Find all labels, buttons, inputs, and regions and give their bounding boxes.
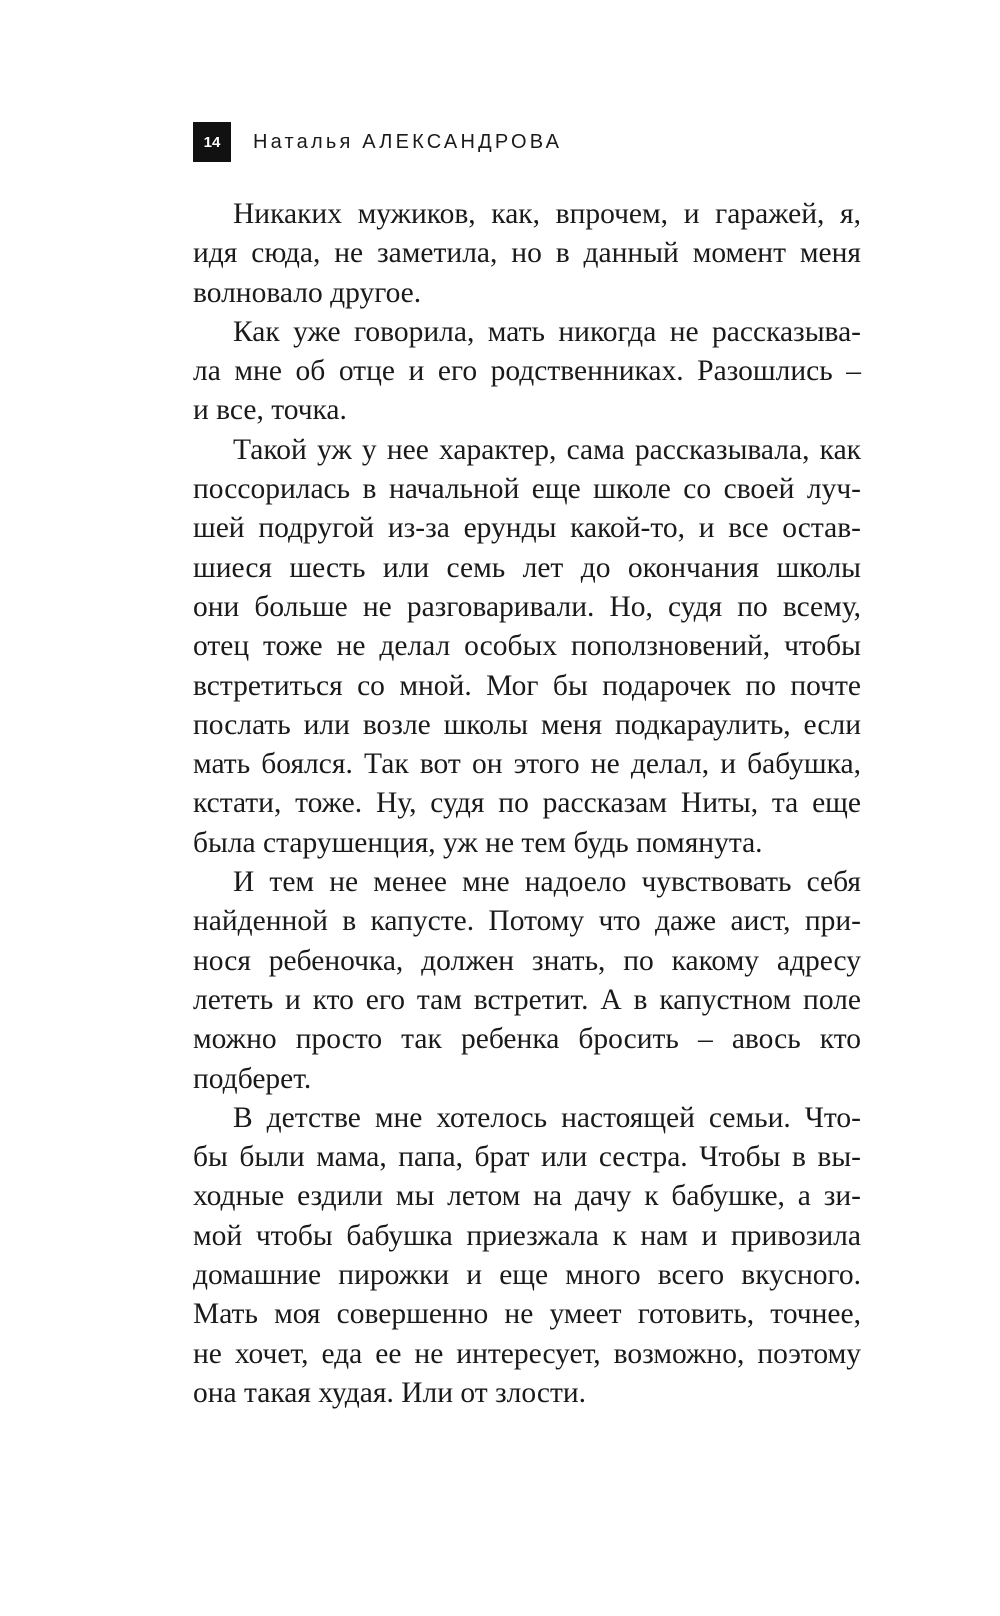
text-line: встретиться со мной. Мог бы подарочек по почте	[193, 669, 861, 702]
text-line: В детстве мне хотелось настоящей семьи. Что-	[233, 1101, 861, 1134]
text-line: нося ребеночка, должен знать, по какому адресу	[193, 944, 861, 977]
text-line: Такой уж у нее характер, сама рассказывала, как	[233, 433, 861, 466]
text-line: не хочет, еда ее не интересует, возможно, поэтому	[193, 1337, 861, 1370]
text-line: лететь и кто его там встретит. А в капустном поле	[193, 983, 861, 1016]
text-line: и все, точка.	[193, 394, 347, 427]
text-line: мой чтобы бабушка приезжала к нам и привозила	[193, 1219, 861, 1252]
text-line: она такая худая. Или от злости.	[193, 1376, 587, 1409]
text-line: отец тоже не делал особых поползновений, чтобы	[193, 630, 861, 663]
text-line: Мать моя совершенно не умеет готовить, точнее,	[193, 1298, 861, 1331]
page-number: 14	[193, 122, 231, 162]
text-line: ходные ездили мы летом на дачу к бабушке, а зи-	[193, 1180, 861, 1213]
text-line: мать боялся. Так вот он этого не делал, и бабушка,	[193, 748, 861, 781]
text-line: И тем не менее мне надоело чувствовать себя	[233, 866, 861, 899]
text-line: была старушенция, уж не тем будь помянута.	[193, 826, 763, 859]
text-line: кстати, тоже. Ну, судя по рассказам Ниты, та еще	[193, 787, 861, 820]
body-text	[193, 195, 861, 1413]
author-running-head: Наталья АЛЕКСАНДРОВА	[253, 130, 563, 153]
paragraph	[193, 863, 861, 1099]
text-line: Как уже говорила, мать никогда не рассказыва-	[233, 315, 861, 348]
text-line: шей подругой из-за ерунды какой-то, и все остав-	[193, 512, 861, 545]
text-line: поссорилась в начальной еще школе со своей луч-	[193, 473, 861, 506]
paragraph	[193, 313, 861, 431]
paragraph	[193, 1099, 861, 1413]
text-line: бы были мама, папа, брат или сестра. Чтобы в вы-	[193, 1141, 861, 1174]
text-line: найденной в капусте. Потому что даже аист, при-	[193, 905, 861, 938]
paragraph	[193, 431, 861, 863]
paragraph	[193, 195, 861, 313]
text-line: Никаких мужиков, как, впрочем, и гаражей, я,	[233, 198, 861, 230]
text-line: волновало другое.	[193, 276, 422, 309]
text-line: подберет.	[193, 1062, 312, 1095]
text-line: идя сюда, не заметила, но в данный момент меня	[193, 237, 861, 270]
text-line: можно просто так ребенка бросить – авось кто	[193, 1023, 861, 1056]
text-line: домашние пирожки и еще много всего вкусного.	[193, 1259, 861, 1292]
running-header	[193, 122, 562, 162]
text-line: они больше не разговаривали. Но, судя по всему,	[193, 590, 861, 623]
text-line: ла мне об отце и его родственниках. Разошлись –	[193, 355, 861, 388]
text-line: послать или возле школы меня подкараулить, если	[193, 708, 861, 741]
text-line: шиеся шесть или семь лет до окончания школы	[193, 551, 861, 584]
